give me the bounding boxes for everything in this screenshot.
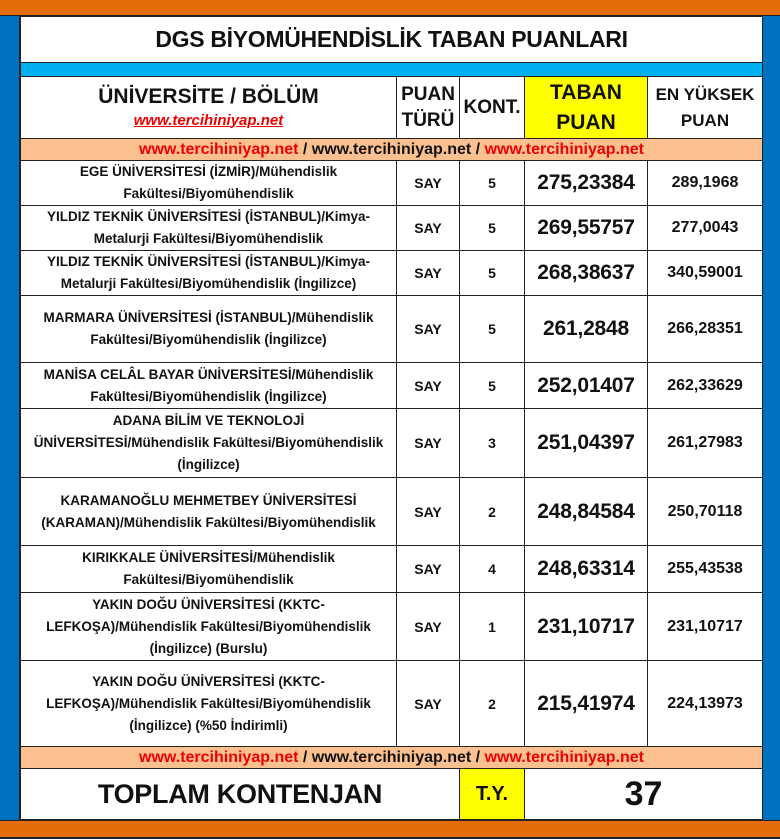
web-band-bottom — [21, 747, 763, 769]
kontenjan: 4 — [460, 546, 525, 593]
table-row — [21, 161, 763, 206]
taban-puan: 268,38637 — [525, 251, 648, 296]
table-row — [21, 478, 763, 546]
web-link-1[interactable]: www.tercihiniyap.net — [139, 748, 299, 766]
taban-puan: 251,04397 — [525, 409, 648, 478]
total-ty-badge: T.Y. — [460, 769, 525, 820]
frame-right-bar — [762, 16, 780, 820]
program-name: MANİSA CELÂL BAYAR ÜNİVERSİTESİ/Mühendislik Fakültesi/Biyomühendislik (İngilizce) — [21, 363, 397, 409]
kontenjan: 5 — [460, 251, 525, 296]
blue-divider — [21, 63, 763, 77]
taban-puan: 231,10717 — [525, 593, 648, 661]
kontenjan: 3 — [460, 409, 525, 478]
table-row — [21, 296, 763, 363]
kontenjan: 2 — [460, 478, 525, 546]
web-link-3[interactable]: www.tercihiniyap.net — [484, 748, 644, 766]
en-yuksek-puan: 340,59001 — [648, 251, 763, 296]
taban-puan: 248,63314 — [525, 546, 648, 593]
program-name: MARMARA ÜNİVERSİTESİ (İSTANBUL)/Mühendislik Fakültesi/Biyomühendislik (İngilizce) — [21, 296, 397, 363]
header-taban-puan — [525, 77, 648, 139]
frame-bottom-bar — [0, 820, 780, 839]
web-banner-top — [21, 139, 763, 161]
header-kont: KONT. — [460, 77, 525, 139]
kontenjan: 5 — [460, 363, 525, 409]
puan-turu: SAY — [397, 593, 460, 661]
program-name: YILDIZ TEKNİK ÜNİVERSİTESİ (İSTANBUL)/Kimya-Metalurji Fakültesi/Biyomühendislik (İngilizce) — [21, 251, 397, 296]
puan-turu: SAY — [397, 478, 460, 546]
table-row — [21, 409, 763, 478]
header-row — [21, 77, 763, 139]
puan-turu: SAY — [397, 409, 460, 478]
en-yuksek-puan: 289,1968 — [648, 161, 763, 206]
puan-turu: SAY — [397, 546, 460, 593]
web-band-top — [21, 139, 763, 161]
puan-turu: SAY — [397, 161, 460, 206]
taban-puan: 269,55757 — [525, 206, 648, 251]
table-row — [21, 593, 763, 661]
puan-turu: SAY — [397, 251, 460, 296]
web-sep: / — [298, 140, 312, 158]
table-row — [21, 206, 763, 251]
puan-turu: SAY — [397, 296, 460, 363]
taban-puan: 215,41974 — [525, 661, 648, 747]
puan-turu: SAY — [397, 206, 460, 251]
program-name: YAKIN DOĞU ÜNİVERSİTESİ (KKTC-LEFKOŞA)/Mühendislik Fakültesi/Biyomühendislik (İngilizce) (Burslu) — [21, 593, 397, 661]
page-title: DGS BİYOMÜHENDİSLİK TABAN PUANLARI — [21, 17, 763, 63]
title-row — [21, 17, 763, 63]
program-name: YILDIZ TEKNİK ÜNİVERSİTESİ (İSTANBUL)/Kimya-Metalurji Fakültesi/Biyomühendislik — [21, 206, 397, 251]
en-yuksek-puan: 255,43538 — [648, 546, 763, 593]
web-sep: / — [471, 140, 485, 158]
header-en-yuksek-line1: EN YÜKSEK — [655, 84, 755, 104]
web-sep: / — [471, 748, 485, 766]
web-sep: / — [298, 748, 312, 766]
total-value: 37 — [525, 769, 763, 820]
program-name: ADANA BİLİM VE TEKNOLOJİ ÜNİVERSİTESİ/Mühendislik Fakültesi/Biyomühendislik (İngilizce) — [21, 409, 397, 478]
table-row — [21, 661, 763, 747]
header-taban-line2: PUAN — [556, 110, 616, 134]
table-row — [21, 546, 763, 593]
puan-turu: SAY — [397, 661, 460, 747]
program-name: KIRIKKALE ÜNİVERSİTESİ/Mühendislik Fakültesi/Biyomühendislik — [21, 546, 397, 593]
en-yuksek-puan: 266,28351 — [648, 296, 763, 363]
taban-puan: 248,84584 — [525, 478, 648, 546]
header-university — [21, 77, 397, 139]
header-taban-line1: TABAN — [550, 80, 622, 104]
kontenjan: 1 — [460, 593, 525, 661]
header-site-link[interactable]: www.tercihiniyap.net — [133, 111, 284, 129]
header-puan-turu-line1: PUAN — [401, 83, 455, 105]
header-en-yuksek-line2: PUAN — [680, 110, 730, 130]
kontenjan: 5 — [460, 161, 525, 206]
kontenjan: 5 — [460, 206, 525, 251]
web-link-2[interactable]: www.tercihiniyap.net — [311, 748, 472, 766]
table-row — [21, 251, 763, 296]
taban-puan: 261,2848 — [525, 296, 648, 363]
blue-band — [21, 63, 763, 77]
score-sheet — [20, 16, 762, 820]
frame-left-bar — [0, 16, 20, 820]
frame-top-bar — [0, 0, 780, 16]
puan-turu: SAY — [397, 363, 460, 409]
web-link-3[interactable]: www.tercihiniyap.net — [484, 140, 644, 158]
program-name: KARAMANOĞLU MEHMETBEY ÜNİVERSİTESİ (KARAMAN)/Mühendislik Fakültesi/Biyomühendislik — [21, 478, 397, 546]
web-link-1[interactable]: www.tercihiniyap.net — [139, 140, 299, 158]
score-table — [20, 16, 763, 820]
en-yuksek-puan: 277,0043 — [648, 206, 763, 251]
header-puan-turu-line2: TÜRÜ — [401, 109, 455, 131]
en-yuksek-puan: 224,13973 — [648, 661, 763, 747]
total-row — [21, 769, 763, 820]
en-yuksek-puan: 261,27983 — [648, 409, 763, 478]
table-row — [21, 363, 763, 409]
kontenjan: 2 — [460, 661, 525, 747]
total-label: TOPLAM KONTENJAN — [21, 769, 460, 820]
en-yuksek-puan: 250,70118 — [648, 478, 763, 546]
en-yuksek-puan: 231,10717 — [648, 593, 763, 661]
program-name: EGE ÜNİVERSİTESİ (İZMİR)/Mühendislik Fakültesi/Biyomühendislik — [21, 161, 397, 206]
header-puan-turu — [397, 77, 460, 139]
kontenjan: 5 — [460, 296, 525, 363]
header-university-label: ÜNİVERSİTE / BÖLÜM — [98, 84, 319, 108]
taban-puan: 275,23384 — [525, 161, 648, 206]
program-name: YAKIN DOĞU ÜNİVERSİTESİ (KKTC-LEFKOŞA)/Mühendislik Fakültesi/Biyomühendislik (İngilizce) (%50 İndirimli) — [21, 661, 397, 747]
en-yuksek-puan: 262,33629 — [648, 363, 763, 409]
taban-puan: 252,01407 — [525, 363, 648, 409]
web-link-2[interactable]: www.tercihiniyap.net — [311, 140, 472, 158]
web-banner-bottom — [21, 747, 763, 769]
header-en-yuksek — [648, 77, 763, 139]
